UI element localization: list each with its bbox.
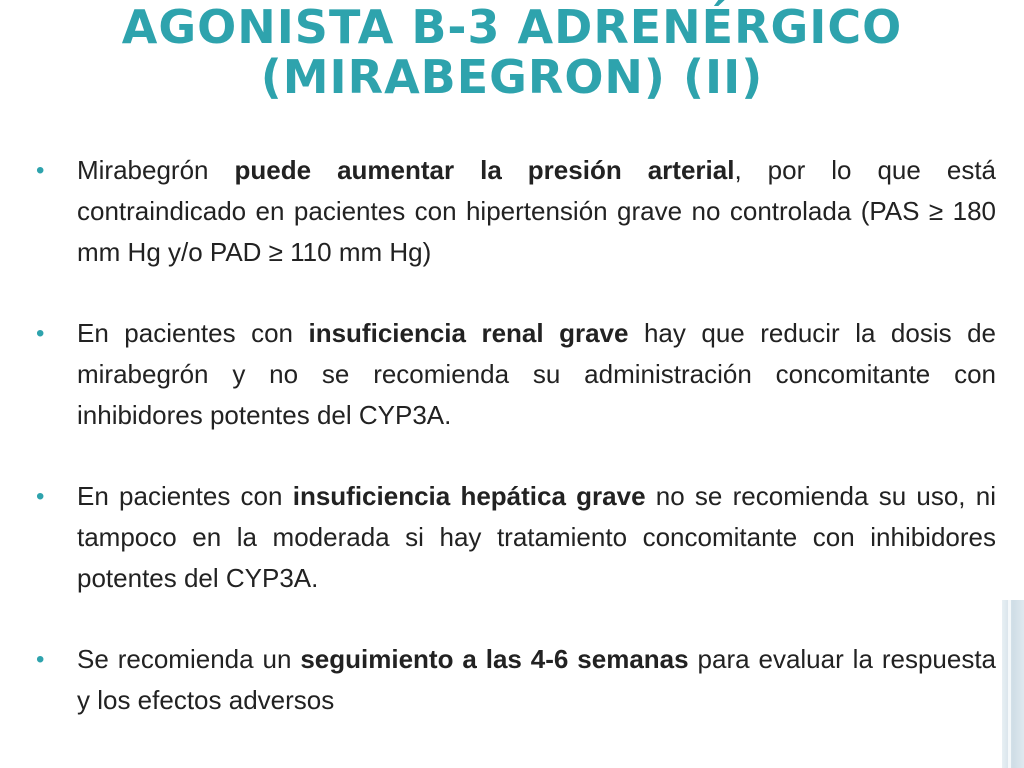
bullet-dot-icon: • [36,157,45,184]
bullet-dot-icon: • [36,320,45,347]
bullet-text: En pacientes con [77,318,309,348]
bullet-list [34,150,996,721]
slide-title [40,2,984,102]
decorative-edge-panel [1002,600,1024,768]
bullet-text: , por lo que está contraindicado en pacientes con hipertensión grave no controlada (PAS ≥ 180 mm Hg y/o PAD ≥ 110 mm Hg) [77,155,996,267]
bullet-emphasis: insuficiencia renal grave [308,318,629,348]
bullet-text: Se recomienda un [77,644,301,674]
bullet-item-renal [34,313,996,436]
bullet-dot-icon: • [36,646,45,673]
bullet-emphasis: insuficiencia hepática grave [292,481,646,511]
bullet-text: para evaluar la respuesta y los efectos adversos [77,644,997,715]
title-line-2: (MIRABEGRON) (II) [260,50,764,104]
title-line-1: AGONISTA B-3 ADRENÉRGICO [121,0,903,54]
bullet-item-follow-up [34,639,996,721]
bullet-text: hay que reducir la dosis de mirabegrón y no se recomienda su administración concomitante con inhibidores potentes del CYP3A. [77,318,997,430]
bullet-dot-icon: • [36,483,45,510]
bullet-item-hepatic [34,476,996,599]
bullet-text: En pacientes con [77,481,293,511]
bullet-item-blood-pressure [34,150,996,273]
bullet-emphasis: seguimiento a las 4-6 semanas [300,644,689,674]
bullet-emphasis: puede aumentar la presión arterial [234,155,735,185]
bullet-text: no se recomienda su uso, ni tampoco en la moderada si hay tratamiento concomitante con inhibidores potentes del CYP3A. [77,481,996,593]
bullet-text: Mirabegrón [77,155,235,185]
